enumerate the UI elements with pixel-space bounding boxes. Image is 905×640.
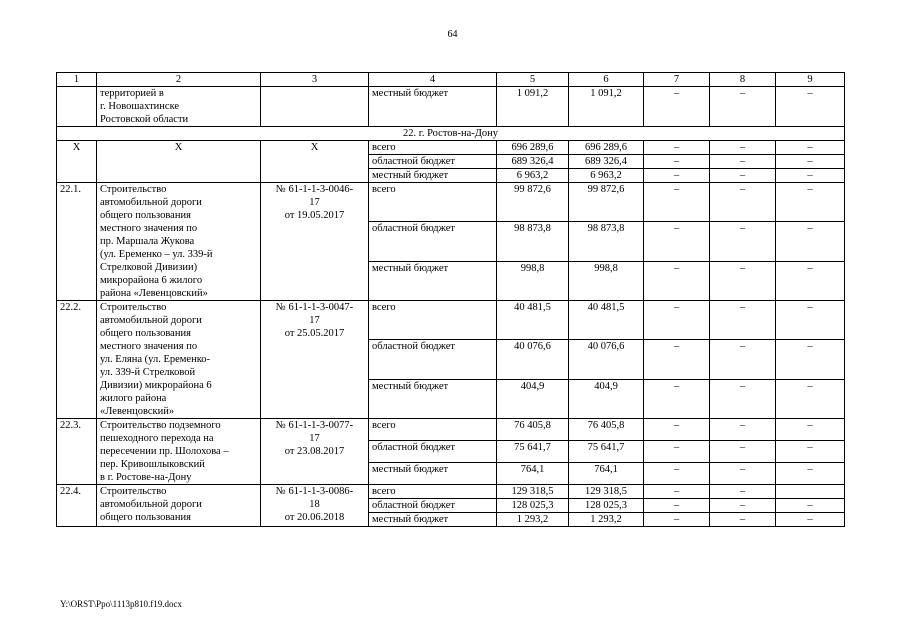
- document-cell: [261, 419, 369, 485]
- cell-line: пр. Маршала Жукова: [100, 236, 195, 247]
- item-row: [57, 301, 845, 340]
- cell-line: автомобильной дороги: [100, 499, 202, 510]
- column-header: 9: [776, 73, 845, 87]
- value-cell: 129 318,5: [569, 485, 644, 499]
- funding-source-cell: областной бюджет: [369, 340, 497, 379]
- cell-line: 18: [309, 499, 320, 510]
- column-header: 1: [57, 73, 97, 87]
- value-cell: 40 076,6: [497, 340, 569, 379]
- value-cell: 764,1: [497, 463, 569, 485]
- cell-line: от 19.05.2017: [284, 210, 345, 221]
- dash-cell: –: [776, 419, 845, 441]
- cell-line: ул. 339-й Стрелковой: [100, 367, 196, 378]
- dash-cell: –: [710, 155, 776, 169]
- value-cell: 1 091,2: [497, 87, 569, 127]
- cell-line: № 61-1-1-3-0086-: [275, 486, 354, 497]
- column-header: 5: [497, 73, 569, 87]
- dash-cell: –: [776, 340, 845, 379]
- funding-source-cell: местный бюджет: [369, 513, 497, 527]
- dash-cell: –: [710, 169, 776, 183]
- column-header: 3: [261, 73, 369, 87]
- cell-line: Строительство подземного: [100, 420, 221, 431]
- value-cell: 98 873,8: [497, 222, 569, 261]
- cell-line: пешеходного перехода на: [100, 433, 214, 444]
- value-cell: 404,9: [497, 379, 569, 418]
- cell-line: общего пользования: [100, 328, 191, 339]
- dash-cell: –: [710, 87, 776, 127]
- dash-cell: –: [644, 513, 710, 527]
- value-cell: 1 293,2: [569, 513, 644, 527]
- dash-cell: –: [776, 261, 845, 300]
- dash-cell: –: [710, 513, 776, 527]
- value-cell: 1 293,2: [497, 513, 569, 527]
- cell-line: (ул. Еременко – ул. 339-й: [100, 249, 213, 260]
- value-cell: 40 481,5: [569, 301, 644, 340]
- funding-source-cell: всего: [369, 419, 497, 441]
- dash-cell: –: [710, 419, 776, 441]
- value-cell: 40 076,6: [569, 340, 644, 379]
- value-cell: 99 872,6: [497, 183, 569, 222]
- cell-line: Стрелковой Дивизии): [100, 262, 198, 273]
- cell-line: общего пользования: [100, 210, 191, 221]
- description-cell: [97, 301, 261, 419]
- description-cell: [97, 183, 261, 301]
- column-header: 7: [644, 73, 710, 87]
- dash-cell: –: [776, 513, 845, 527]
- budget-table: [56, 72, 845, 527]
- funding-source-cell: всего: [369, 183, 497, 222]
- dash-cell: –: [710, 222, 776, 261]
- cell-line: № 61-1-1-3-0047-: [275, 302, 354, 313]
- funding-source-cell: местный бюджет: [369, 261, 497, 300]
- dash-cell: –: [710, 499, 776, 513]
- cell-line: от 25.05.2017: [284, 328, 345, 339]
- cell-line: Дивизии) микрорайона 6: [100, 380, 212, 391]
- cell-line: от 20.06.2018: [284, 512, 345, 523]
- dash-cell: –: [644, 419, 710, 441]
- value-cell: 696 289,6: [569, 141, 644, 155]
- funding-source-cell: областной бюджет: [369, 499, 497, 513]
- dash-cell: –: [710, 340, 776, 379]
- cell-line: автомобильной дороги: [100, 315, 202, 326]
- dash-cell: –: [644, 485, 710, 499]
- cell-line: Строительство: [100, 184, 167, 195]
- cell-line: пересечении пр. Шолохова –: [100, 446, 229, 457]
- item-row: [57, 419, 845, 441]
- column-header: 4: [369, 73, 497, 87]
- table-body: [57, 73, 845, 527]
- cell-line: жилого района: [100, 393, 167, 404]
- value-cell: 76 405,8: [497, 419, 569, 441]
- dash-cell: –: [644, 155, 710, 169]
- description-cell: [97, 419, 261, 485]
- dash-cell: [776, 485, 845, 499]
- cell-line: в г. Ростове-на-Дону: [100, 472, 192, 483]
- cell-line: автомобильной дороги: [100, 197, 202, 208]
- cell-line: «Левенцовский»: [100, 406, 175, 417]
- funding-source-cell: областной бюджет: [369, 155, 497, 169]
- value-cell: 404,9: [569, 379, 644, 418]
- funding-source-cell: всего: [369, 301, 497, 340]
- value-cell: 6 963,2: [497, 169, 569, 183]
- table-cell: [261, 87, 369, 127]
- value-cell: 76 405,8: [569, 419, 644, 441]
- item-number: 22.2.: [57, 301, 97, 419]
- cell-line: г. Новошахтинске: [100, 101, 180, 112]
- dash-cell: –: [644, 222, 710, 261]
- dash-cell: –: [644, 499, 710, 513]
- cell-line: Строительство: [100, 486, 167, 497]
- x-cell: Х: [57, 141, 97, 183]
- value-cell: 75 641,7: [497, 441, 569, 463]
- value-cell: 689 326,4: [569, 155, 644, 169]
- value-cell: 40 481,5: [497, 301, 569, 340]
- cell-line: территорией в: [100, 88, 164, 99]
- cell-line: № 61-1-1-3-0046-: [275, 184, 354, 195]
- value-cell: 98 873,8: [569, 222, 644, 261]
- dash-cell: –: [710, 463, 776, 485]
- funding-source-cell: всего: [369, 141, 497, 155]
- column-header: 8: [710, 73, 776, 87]
- value-cell: 128 025,3: [497, 499, 569, 513]
- value-cell: 998,8: [497, 261, 569, 300]
- dash-cell: –: [644, 340, 710, 379]
- cell-line: местного значения по: [100, 223, 198, 234]
- dash-cell: –: [710, 485, 776, 499]
- cell-line: 17: [309, 433, 320, 444]
- funding-source-cell: местный бюджет: [369, 169, 497, 183]
- cell-line: № 61-1-1-3-0077-: [275, 420, 354, 431]
- table-cell: [57, 87, 97, 127]
- cell-line: 17: [309, 315, 320, 326]
- funding-source-cell: местный бюджет: [369, 87, 497, 127]
- cell-line: 17: [309, 197, 320, 208]
- value-cell: 696 289,6: [497, 141, 569, 155]
- page-number: 64: [447, 29, 458, 40]
- file-path-footer: Y:\ORST\Ppo\1113p810.f19.docx: [60, 599, 183, 609]
- dash-cell: –: [776, 87, 845, 127]
- item-row: [57, 183, 845, 222]
- cell-line: Ростовской области: [100, 114, 189, 125]
- value-cell: 689 326,4: [497, 155, 569, 169]
- section-row: [57, 127, 845, 141]
- dash-cell: –: [644, 463, 710, 485]
- value-cell: 764,1: [569, 463, 644, 485]
- funding-source-cell: местный бюджет: [369, 379, 497, 418]
- dash-cell: –: [776, 441, 845, 463]
- x-cell: Х: [97, 141, 261, 183]
- dash-cell: –: [776, 463, 845, 485]
- dash-cell: –: [776, 301, 845, 340]
- dash-cell: –: [644, 87, 710, 127]
- value-cell: 1 091,2: [569, 87, 644, 127]
- dash-cell: –: [644, 261, 710, 300]
- funding-source-cell: областной бюджет: [369, 222, 497, 261]
- funding-source-cell: всего: [369, 485, 497, 499]
- dash-cell: –: [710, 301, 776, 340]
- dash-cell: –: [776, 379, 845, 418]
- funding-source-cell: областной бюджет: [369, 441, 497, 463]
- value-cell: 129 318,5: [497, 485, 569, 499]
- item-number: 22.1.: [57, 183, 97, 301]
- dash-cell: –: [776, 183, 845, 222]
- document-cell: [261, 301, 369, 419]
- item-row: [57, 485, 845, 499]
- value-cell: 998,8: [569, 261, 644, 300]
- value-cell: 6 963,2: [569, 169, 644, 183]
- cell-line: Строительство: [100, 302, 167, 313]
- dash-cell: –: [644, 141, 710, 155]
- dash-cell: –: [710, 183, 776, 222]
- total-row: [57, 141, 845, 155]
- description-cell: [97, 485, 261, 527]
- cell-line: пер. Кривошлыковский: [100, 459, 205, 470]
- dash-cell: –: [644, 441, 710, 463]
- dash-cell: –: [776, 141, 845, 155]
- item-number: 22.3.: [57, 419, 97, 485]
- dash-cell: –: [710, 141, 776, 155]
- dash-cell: –: [644, 183, 710, 222]
- value-cell: 128 025,3: [569, 499, 644, 513]
- cell-line: микрорайона 6 жилого: [100, 275, 203, 286]
- column-header: 6: [569, 73, 644, 87]
- section-title: 22. г. Ростов-на-Дону: [57, 127, 845, 141]
- dash-cell: –: [644, 301, 710, 340]
- header-row: [57, 73, 845, 87]
- funding-source-cell: местный бюджет: [369, 463, 497, 485]
- cell-line: общего пользования: [100, 512, 191, 523]
- document-cell: [261, 183, 369, 301]
- value-cell: 99 872,6: [569, 183, 644, 222]
- dash-cell: –: [776, 169, 845, 183]
- dash-cell: –: [644, 379, 710, 418]
- cell-line: местного значения по: [100, 341, 198, 352]
- dash-cell: –: [776, 499, 845, 513]
- x-cell: Х: [261, 141, 369, 183]
- dash-cell: –: [776, 222, 845, 261]
- value-cell: 75 641,7: [569, 441, 644, 463]
- dash-cell: –: [710, 261, 776, 300]
- document-cell: [261, 485, 369, 527]
- description-cell: [97, 87, 261, 127]
- cell-line: от 23.08.2017: [284, 446, 345, 457]
- continuation-row: [57, 87, 845, 127]
- cell-line: района «Левенцовский»: [100, 288, 208, 299]
- cell-line: ул. Еляна (ул. Еременко-: [100, 354, 211, 365]
- item-number: 22.4.: [57, 485, 97, 527]
- column-header: 2: [97, 73, 261, 87]
- dash-cell: –: [710, 379, 776, 418]
- dash-cell: –: [776, 155, 845, 169]
- dash-cell: –: [644, 169, 710, 183]
- dash-cell: –: [710, 441, 776, 463]
